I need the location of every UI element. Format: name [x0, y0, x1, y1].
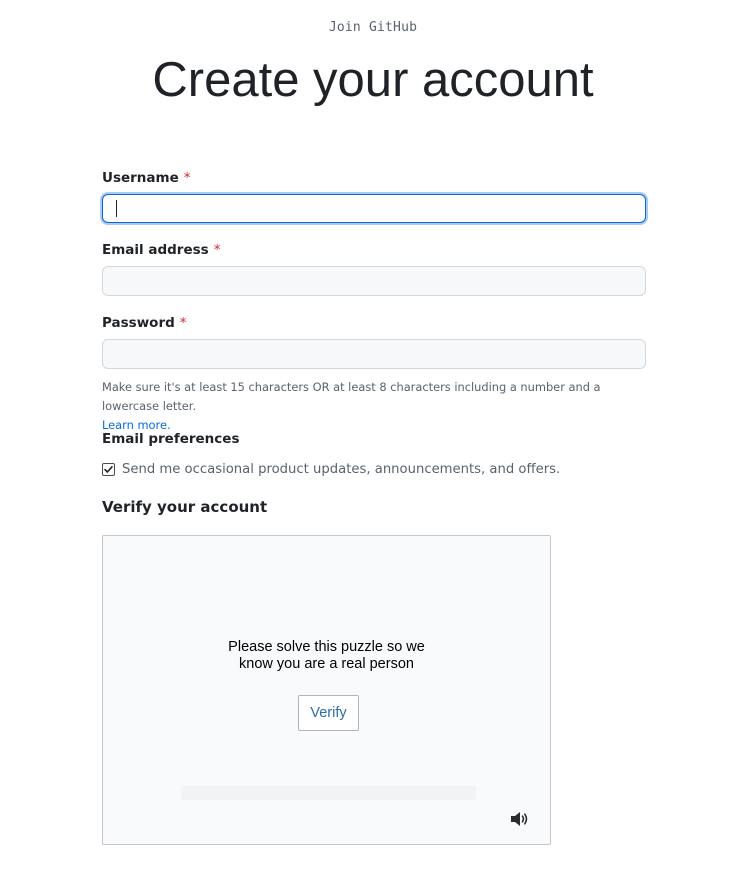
- speaker-icon[interactable]: [509, 809, 531, 829]
- required-asterisk: *: [213, 242, 221, 258]
- password-group: [102, 313, 646, 435]
- password-hint-text: Make sure it's at least 15 characters OR at least 8 characters including a number and a lowercase letter.: [102, 380, 601, 413]
- password-label: [102, 313, 646, 333]
- password-input[interactable]: [102, 339, 646, 369]
- text-caret: [116, 200, 117, 217]
- email-label: [102, 240, 646, 260]
- password-hint: [102, 378, 646, 435]
- username-label: [102, 168, 646, 188]
- captcha-placeholder-bar: [181, 786, 476, 800]
- email-label-text: Email address: [102, 242, 209, 258]
- captcha-message: [103, 639, 550, 673]
- email-preferences-row[interactable]: [102, 460, 560, 478]
- required-asterisk: *: [183, 170, 191, 186]
- page-title: Create your account: [152, 53, 594, 107]
- learn-more-link[interactable]: Learn more.: [102, 418, 171, 432]
- username-input[interactable]: [102, 194, 646, 223]
- email-preferences-title: Email preferences: [102, 431, 240, 447]
- verify-button[interactable]: Verify: [298, 695, 359, 731]
- captcha-frame: [102, 535, 551, 845]
- required-asterisk: *: [179, 315, 187, 331]
- updates-checkbox[interactable]: [102, 463, 115, 476]
- username-input-wrapper: [102, 194, 646, 223]
- signup-form: [102, 168, 646, 452]
- verify-account-title: Verify your account: [102, 498, 268, 516]
- username-label-text: Username: [102, 170, 179, 186]
- checkmark-icon: [103, 464, 114, 475]
- updates-checkbox-label[interactable]: Send me occasional product updates, announcements, and offers.: [122, 461, 561, 477]
- captcha-message-line1: Please solve this puzzle so we: [228, 639, 425, 655]
- password-label-text: Password: [102, 315, 175, 331]
- captcha-message-line2: know you are a real person: [239, 656, 414, 672]
- email-input[interactable]: [102, 266, 646, 296]
- email-group: [102, 240, 646, 296]
- join-github-eyebrow: Join GitHub: [328, 20, 418, 35]
- username-group: [102, 168, 646, 223]
